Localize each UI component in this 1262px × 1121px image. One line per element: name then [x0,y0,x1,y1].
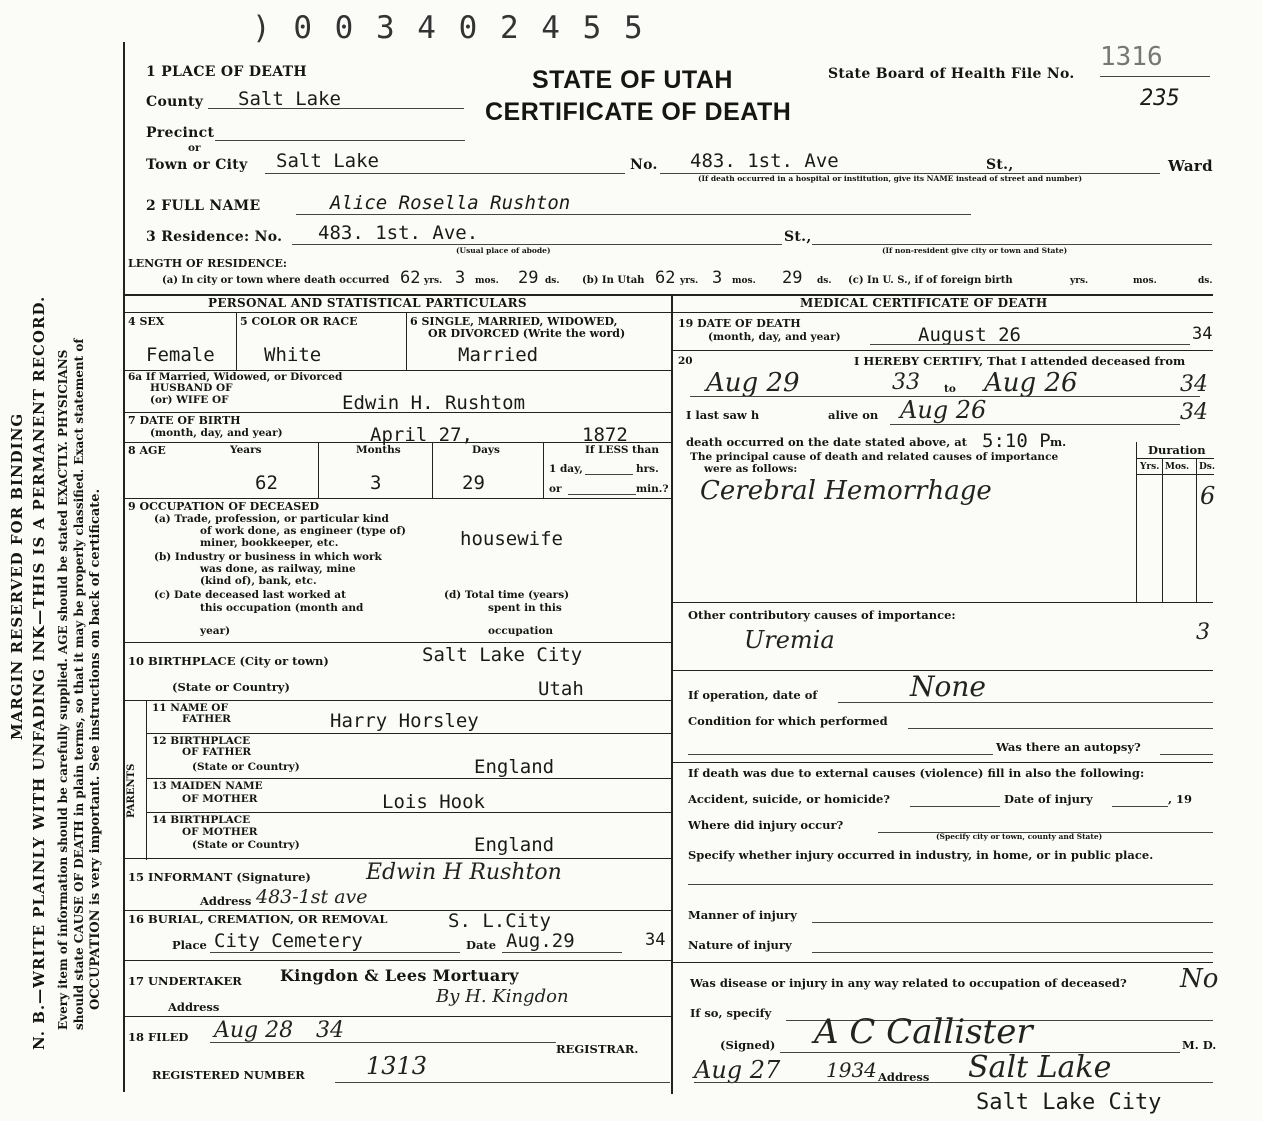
dod-value: August 26 [918,324,1021,346]
external-causes-label: If death was due to external causes (violence) fill in also the following: [688,766,1145,780]
dob-year: 1872 [582,424,628,446]
residence-mos-label: mos. [475,276,499,286]
undertaker-value: Kingdon & Lees Mortuary [280,966,519,985]
occupation-label: 9 OCCUPATION OF DECEASED [128,500,320,513]
dod-year: 34 [1192,324,1213,344]
mother-label-1: 13 MAIDEN NAME [152,780,263,792]
death-time-m: m. [1050,435,1067,449]
duration-yrs: Yrs. [1140,462,1160,472]
occupation-a-3: miner, bookkeeper, etc. [200,537,339,549]
margin-instruction-1: Every item of information should be carefully supplied. AGE should be stated EXACTLY. PHYSICIANS [56,349,70,1030]
birthplace-city: Salt Lake City [422,644,583,666]
burial-city: S. L.City [448,910,551,932]
age-months-label: Months [356,444,401,456]
other-causes-label: Other contributory causes of importance: [688,608,956,622]
spouse-label-2: HUSBAND OF [150,382,233,394]
medical-section-header: MEDICAL CERTIFICATE OF DEATH [800,296,1048,310]
attended-from-year: 33 [892,370,920,395]
dod-label-2: (month, day, and year) [708,331,841,343]
mother-value: Lois Hook [382,791,485,813]
condition-label: Condition for which performed [688,714,888,728]
attended-to-label: to [944,383,956,395]
physician-address-label: Address [878,1070,930,1084]
hospital-note: (If death occurred in a hospital or institution, give its NAME instead of street and number) [698,174,1083,183]
death-time: 5:10 P [982,430,1051,452]
cause-label-1: The principal cause of death and related causes of importance [690,451,1059,463]
precinct-label: Precinct [146,125,215,141]
residence-us-yrs-label: yrs. [1070,276,1089,286]
residence-ds-label: ds. [545,276,560,286]
age-label: 8 AGE [128,444,166,457]
parents-label: PARENTS [126,763,137,818]
place-of-death-label: 1 PLACE OF DEATH [146,64,307,80]
occupation-value: housewife [460,528,563,550]
ward-label: Ward [1168,157,1213,175]
related-label: Was disease or injury in any way related to occupation of deceased? [690,976,1127,990]
margin-binding-note: MARGIN RESERVED FOR BINDING [8,412,26,740]
attended-to-year: 34 [1180,372,1208,397]
form-left-border [123,42,125,1092]
certificate-title: CERTIFICATE OF DEATH [485,98,792,126]
father-value: Harry Horsley [330,710,479,732]
residence-value: 483. 1st. Ave. [318,222,479,244]
burial-place-label: Place [172,938,207,952]
less-min-label: min.? [636,483,669,495]
father-birth-label-1: 12 BIRTHPLACE [152,735,251,747]
residence-city-label: (a) In city or town where death occurred [162,275,390,286]
less-than-label-1: If LESS than [585,444,659,456]
residence-yrs-label: yrs. [424,276,443,286]
marital-value: Married [458,344,539,366]
undertaker-address-label: Address [168,1000,220,1014]
age-years-label: Years [230,444,262,456]
last-saw-date: Aug 26 [900,396,987,424]
spouse-value: Edwin H. Rushtom [342,392,526,414]
dob-value: April 27, [370,424,473,446]
residence-utah-mos: 3 [712,268,723,288]
filed-date: Aug 28 [214,1018,294,1043]
related-value: No [1180,964,1219,994]
margin-instruction-2: should state CAUSE OF DEATH in plain terms, so that it may be properly classified. Exact statement of [72,338,86,1030]
street-no-label: No. [630,157,658,173]
file-number-label: State Board of Health File No. [828,66,1075,82]
residence-city-ds: 29 [518,268,539,288]
less-or-label: or [549,483,562,495]
dod-label-1: 19 DATE OF DEATH [678,317,801,330]
less-hrs-label: hrs. [636,463,659,475]
residence-utah-ds-label: ds. [817,276,832,286]
duration-mos: Mos. [1165,462,1190,472]
nonresident-note: (If non-resident give city or town and State) [882,246,1068,255]
center-divider [671,294,673,1094]
birthplace-state-label: (State or Country) [172,680,290,694]
father-birth-label-3: (State or Country) [192,761,300,773]
specify-injury-label: Specify whether injury occurred in industry, in home, or in public place. [688,848,1154,862]
attended-to: Aug 26 [984,368,1078,398]
registered-number: 1313 [366,1052,428,1080]
father-label-1: 11 NAME OF [152,702,228,714]
filed-label: 18 FILED [128,1030,189,1044]
top-serial-number: ) 0 0 3 4 0 2 4 5 5 [252,10,645,46]
where-label: Where did injury occur? [688,818,844,832]
occupation-b-3: (kind of), bank, etc. [200,575,317,587]
dob-label-1: 7 DATE OF BIRTH [128,414,241,427]
age-years-value: 62 [255,472,278,494]
injury-date-label: Date of injury [1004,792,1093,806]
occupation-b-2: was done, as railway, mine [200,563,356,575]
registrar-label: REGISTRAR. [556,1042,639,1056]
other-cause: Uremia [744,626,835,654]
county-label: County [146,94,204,110]
manner-label: Manner of injury [688,908,797,922]
less-than-label-2: 1 day, [549,463,583,475]
occupation-a-1: (a) Trade, profession, or particular kind [154,513,389,525]
occupation-d-2: spent in this [488,602,562,614]
color-value: White [264,344,322,366]
color-label: 5 COLOR OR RACE [240,315,358,328]
injury-year-label: , 19 [1168,792,1193,806]
spouse-label-3: (or) WIFE OF [150,394,229,406]
alive-on-label: alive on [828,408,879,422]
occupation-b-1: (b) Industry or business in which work [154,551,382,563]
full-name-label: 2 FULL NAME [146,198,261,214]
file-number-2: 235 [1140,86,1180,111]
spouse-label-1: 6a If Married, Widowed, or Divorced [128,371,343,383]
registered-number-label: REGISTERED NUMBER [152,1068,305,1082]
residence-utah-mos-label: mos. [732,276,756,286]
father-birth-value: England [474,756,555,778]
occupation-c-3: year) [200,625,231,637]
certify-label: I HEREBY CERTIFY, That I attended deceased from [854,354,1186,368]
burial-year: 34 [645,930,666,950]
attend-number: 20 [678,355,693,367]
town-label: Town or City [146,157,248,173]
dob-label-2: (month, day, and year) [150,427,283,439]
marital-label-1: 6 SINGLE, MARRIED, WIDOWED, [410,315,618,328]
father-label-2: FATHER [182,713,231,725]
attended-from: Aug 29 [706,368,800,398]
occupation-d-1: (d) Total time (years) [444,589,570,601]
physician-signature: A C Callister [814,1012,1033,1052]
length-of-residence-label: LENGTH OF RESIDENCE: [128,257,287,270]
informant-address-label: Address [200,894,252,908]
age-days-value: 29 [462,472,485,494]
cause-duration: 6 [1200,482,1216,510]
city-stamp: Salt Lake City [976,1090,1162,1115]
cause-label-2: were as follows: [704,463,798,475]
marital-label-2: OR DIVORCED (Write the word) [428,327,626,340]
filed-year: 34 [316,1018,344,1043]
mother-birth-value: England [474,834,555,856]
age-months-value: 3 [370,472,382,494]
birthplace-label: 10 BIRTHPLACE (City or town) [128,654,329,668]
street-st-label: St., [986,157,1014,173]
margin-instruction-3: OCCUPATION is very important. See instructions on back of certificate. [88,488,103,1010]
county-value: Salt Lake [238,88,341,110]
informant-label: 15 INFORMANT (Signature) [128,870,311,884]
where-note: (Specify city or town, county and State) [936,832,1103,841]
full-name-value: Alice Rosella Rushton [330,192,571,214]
operation-label: If operation, date of [688,688,818,702]
duration-label: Duration [1148,443,1206,457]
residence-us-ds-label: ds. [1198,276,1213,286]
duration-ds: Ds. [1199,462,1216,472]
residence-utah-ds: 29 [782,268,803,288]
residence-city-yrs: 62 [400,268,421,288]
signed-label: (Signed) [720,1038,776,1052]
last-saw-year: 34 [1180,400,1208,425]
residence-us-mos-label: mos. [1133,276,1157,286]
town-value: Salt Lake [276,150,379,172]
burial-label: 16 BURIAL, CREMATION, OR REMOVAL [128,912,388,926]
burial-place: City Cemetery [214,930,363,952]
burial-date: Aug.29 [506,930,575,952]
residence-utah-yrs: 62 [655,268,676,288]
if-so-label: If so, specify [690,1006,772,1020]
operation-value: None [910,670,986,703]
sex-value: Female [146,344,215,366]
informant-address: 483-1st ave [256,886,368,908]
sex-label: 4 SEX [128,315,165,328]
last-saw-label: I last saw h [686,408,760,422]
signed-year: 1934 [826,1058,877,1082]
occupation-a-2: of work done, as engineer (type of) [200,525,406,537]
undertaker-signature: By H. Kingdon [436,986,569,1007]
signed-date: Aug 27 [694,1056,781,1084]
age-days-label: Days [472,444,500,456]
mother-label-2: OF MOTHER [182,793,258,805]
other-duration: 3 [1196,620,1210,645]
autopsy-label: Was there an autopsy? [996,740,1141,754]
mother-birth-label-2: OF MOTHER [182,826,258,838]
personal-section-header: PERSONAL AND STATISTICAL PARTICULARS [208,296,527,310]
accident-label: Accident, suicide, or homicide? [688,792,891,806]
primary-cause: Cerebral Hemorrhage [700,476,992,506]
residence-city-mos: 3 [455,268,466,288]
residence-st-label: St., [784,229,812,245]
residence-us-label: (c) In U. S., if of foreign birth [848,275,1013,286]
nature-label: Nature of injury [688,938,792,952]
informant-signature: Edwin H Rushton [366,860,562,885]
file-number-1: 1316 [1100,42,1163,72]
md-label: M. D. [1182,1038,1217,1052]
father-birth-label-2: OF FATHER [182,746,252,758]
undertaker-label: 17 UNDERTAKER [128,974,242,988]
abode-note: (Usual place of abode) [456,246,551,255]
or-label: or [188,142,201,154]
mother-birth-label-3: (State or Country) [192,839,300,851]
physician-address: Salt Lake [968,1050,1112,1085]
birthplace-state: Utah [538,678,584,700]
occupation-c-2: this occupation (month and [200,602,364,614]
residence-label: 3 Residence: No. [146,229,283,245]
residence-utah-label: (b) In Utah [582,275,645,286]
state-title: STATE OF UTAH [532,66,733,94]
death-occurred-label: death occurred on the date stated above, at [686,435,967,449]
residence-utah-yrs-label: yrs. [680,276,699,286]
occupation-c-1: (c) Date deceased last worked at [154,589,346,601]
street-no-value: 483. 1st. Ave [690,150,839,172]
burial-date-label: Date [466,938,497,952]
margin-permanent-note: N. B.—WRITE PLAINLY WITH UNFADING INK—THIS IS A PERMANENT RECORD. [30,295,48,1050]
mother-birth-label-1: 14 BIRTHPLACE [152,814,251,826]
occupation-d-3: occupation [488,625,554,637]
